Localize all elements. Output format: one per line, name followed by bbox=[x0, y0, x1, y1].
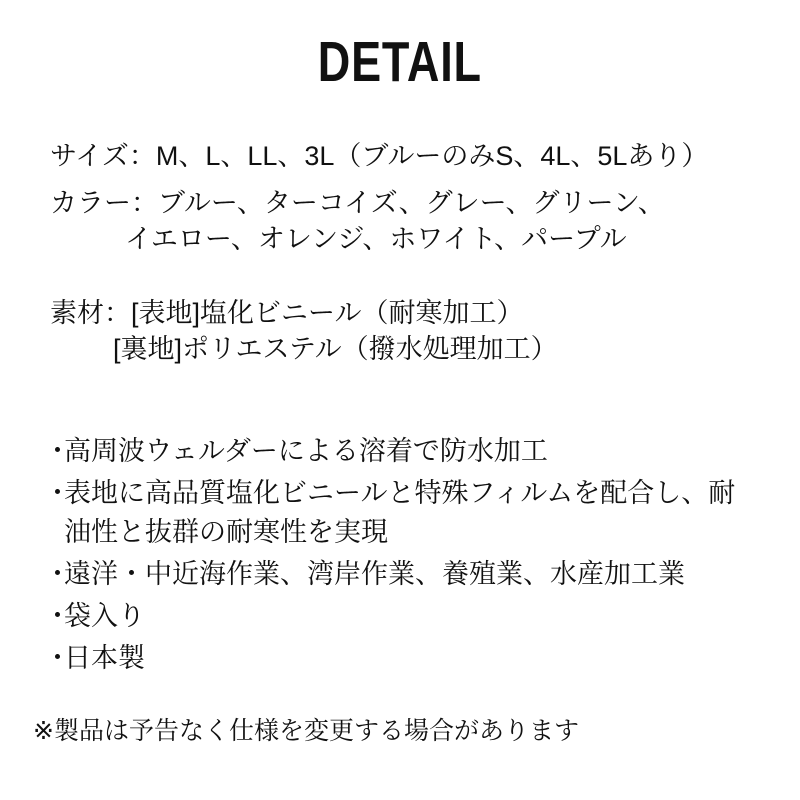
feature-item bbox=[44, 597, 735, 636]
spec-size-value: M、L、LL、3L（ブルーのみS、4L、5Lあり） bbox=[155, 141, 709, 171]
spec-color bbox=[50, 185, 708, 257]
bullet-marker: ・ bbox=[44, 478, 71, 508]
disclaimer-note: ※製品は予告なく仕様を変更する場合があります bbox=[33, 717, 579, 745]
spec-material-value-line2: [裏地]ポリエステル（撥水処理加工） bbox=[113, 334, 558, 364]
spec-list bbox=[50, 138, 708, 367]
feature-list bbox=[44, 432, 735, 678]
bullet-marker: ・ bbox=[44, 643, 71, 673]
feature-text bbox=[64, 639, 145, 678]
spec-material bbox=[50, 295, 708, 367]
spec-size-label: サイズ： bbox=[50, 141, 156, 171]
bullet-marker: ・ bbox=[44, 559, 71, 589]
bullet-marker: ・ bbox=[44, 601, 71, 631]
spec-size bbox=[50, 138, 708, 174]
feature-text bbox=[64, 597, 145, 636]
feature-line: 遠洋・中近海作業、湾岸作業、養殖業、水産加工業 bbox=[64, 559, 685, 589]
feature-item bbox=[44, 639, 735, 678]
feature-line: 日本製 bbox=[64, 643, 145, 673]
spec-color-value-line1: ブルー、ターコイズ、グレー、グリーン、 bbox=[158, 188, 665, 218]
feature-item bbox=[44, 474, 735, 552]
spec-color-value-line2: イエロー、オレンジ、ホワイト、パープル bbox=[125, 224, 627, 254]
feature-text bbox=[64, 432, 548, 471]
bullet-marker: ・ bbox=[44, 436, 71, 466]
spec-color-label: カラー： bbox=[50, 188, 158, 218]
feature-item bbox=[44, 432, 735, 471]
feature-line: 袋入り bbox=[64, 601, 145, 631]
feature-item bbox=[44, 555, 735, 594]
feature-line: 油性と抜群の耐寒性を実現 bbox=[64, 517, 388, 547]
spec-material-label: 素材： bbox=[50, 298, 131, 328]
feature-text bbox=[64, 555, 685, 594]
feature-text bbox=[64, 474, 735, 552]
section-header bbox=[0, 30, 800, 94]
feature-line: 表地に高品質塩化ビニールと特殊フィルムを配合し、耐 bbox=[64, 478, 736, 508]
spec-material-value-line1: [表地]塩化ビニール（耐寒加工） bbox=[131, 298, 524, 328]
page-title: DETAIL bbox=[318, 30, 482, 94]
feature-line: 高周波ウェルダーによる溶着で防水加工 bbox=[64, 436, 548, 466]
